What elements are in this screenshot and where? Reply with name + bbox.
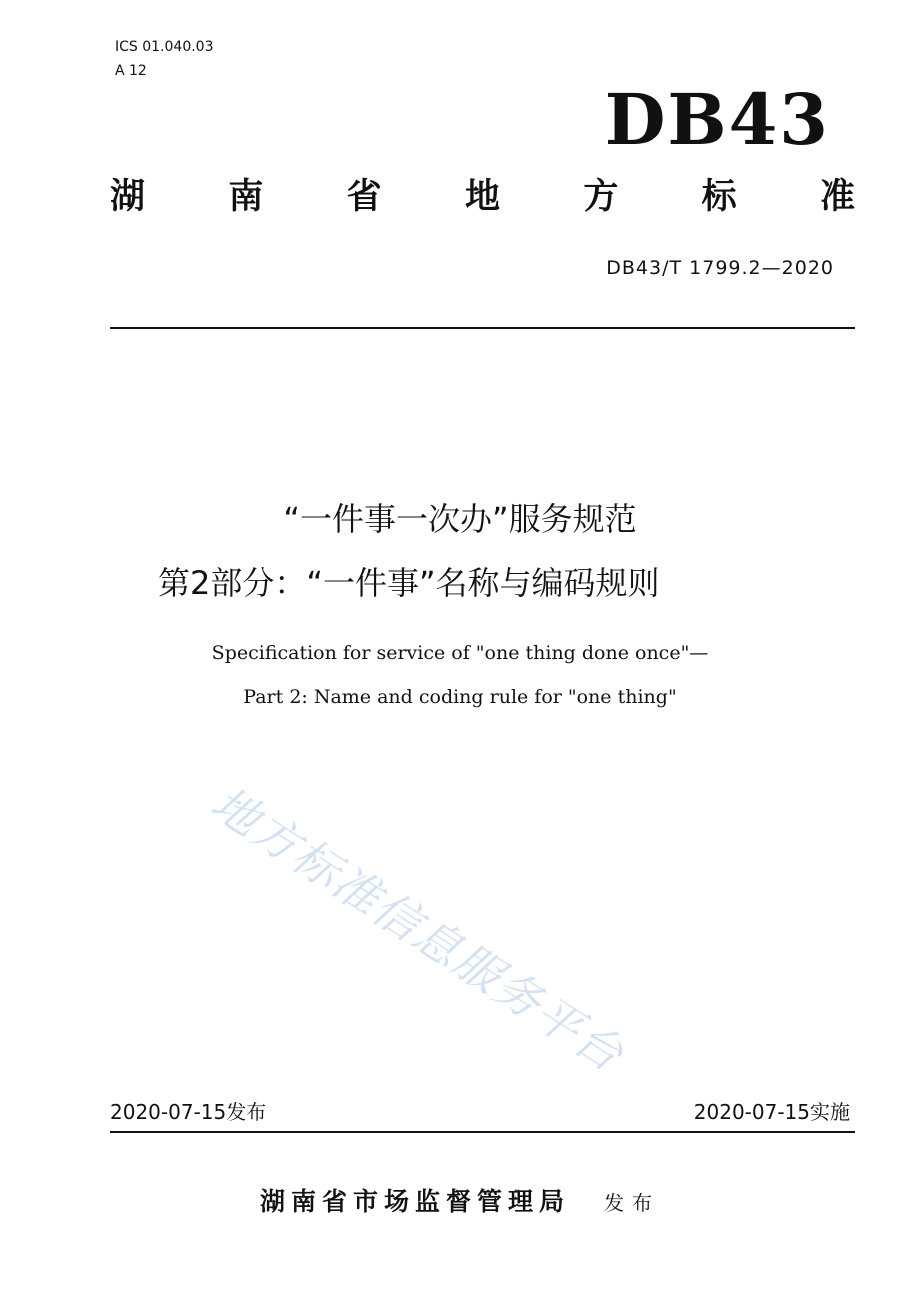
standard-type-char: 方	[583, 177, 619, 217]
standard-type-char: 省	[346, 177, 382, 217]
db-code-logo: DB43	[604, 78, 830, 161]
title-english-line-1: Specification for service of "one thing done once"—	[211, 642, 709, 664]
standard-type-char: 准	[819, 177, 855, 217]
watermark: 地方标准信息服务平台	[202, 775, 635, 1083]
top-divider	[110, 327, 855, 329]
standard-type-char: 标	[701, 177, 737, 217]
standard-number: DB43/T 1799.2—2020	[606, 257, 834, 279]
standard-type-heading	[110, 172, 855, 222]
implementation-date: 2020-07-15实施	[693, 1100, 850, 1124]
title-english-line-2: Part 2: Name and coding rule for "one thing"	[243, 686, 677, 708]
ics-code: ICS 01.040.03	[115, 39, 214, 55]
standard-type-char: 南	[228, 177, 264, 217]
standard-type-char: 湖	[110, 177, 146, 217]
title-chinese-line-1: “一件事一次办”服务规范	[283, 500, 637, 538]
publish-label: 发布	[604, 1191, 660, 1215]
title-chinese-line-2: 第2部分：“一件事”名称与编码规则	[158, 564, 660, 602]
issue-date: 2020-07-15发布	[110, 1100, 267, 1124]
ccs-code: A 12	[115, 63, 147, 79]
publisher-line	[0, 1182, 920, 1218]
bottom-divider	[110, 1131, 855, 1133]
standard-type-char: 地	[464, 177, 500, 217]
publisher-name: 湖南省市场监督管理局	[259, 1187, 570, 1216]
